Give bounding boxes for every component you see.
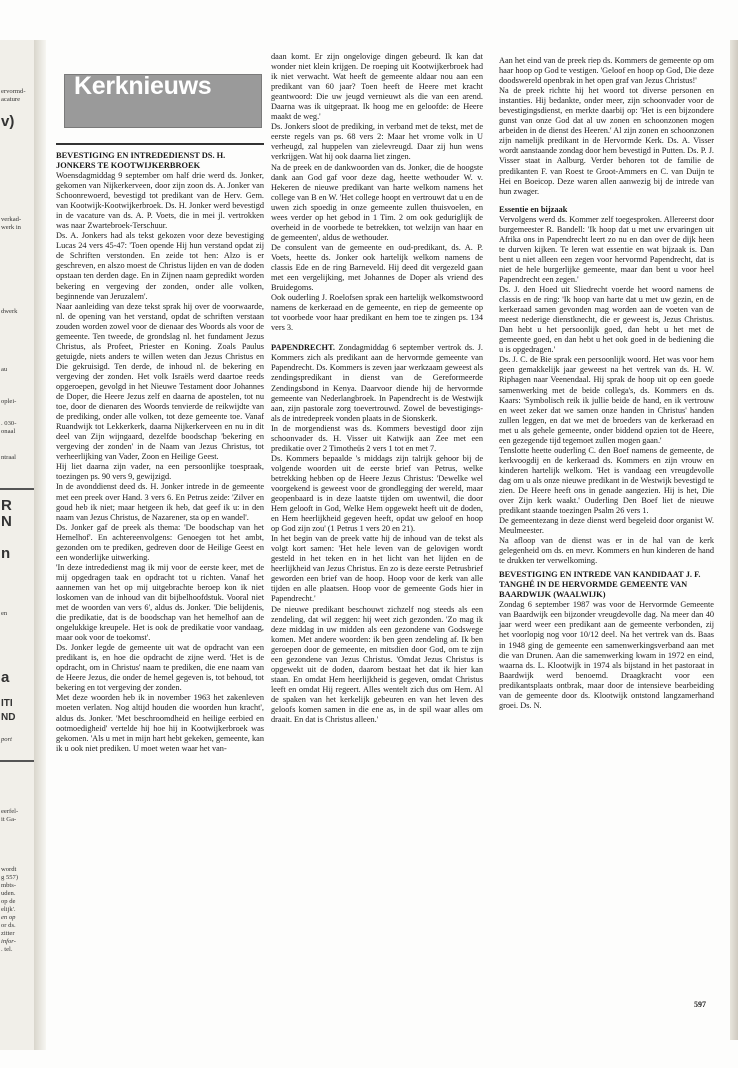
prev-fragment: en xyxy=(1,610,8,617)
prev-fragment: dwerk xyxy=(1,308,18,315)
prev-fragment: acature xyxy=(1,96,21,103)
prev-fragment: op de xyxy=(1,898,16,905)
prev-fragment: . tel. xyxy=(1,946,13,953)
paragraph-text: Zondagmiddag 6 september vertrok ds. J. Kommers zich als predikant aan de hervormde gemeente van Papendrecht. Ds. Kommers is zeven jaar werkzaam geweest als zendingspredikant in dienst van de Gereformeerde Zendingsbond in Kenya. Daarvoor diende hij de hervormde gemeente van Nederlangbroek. In Papendrecht is de Westwijk aan, zijn pastorale zorg toevertrouwd. Zowel de bevestigings- als de intredepreek vonden plaats in de Sionskerk. xyxy=(271,343,483,423)
prev-fragment: . 030- xyxy=(1,420,17,427)
body-paragraph: 'In deze intrededienst mag ik mij voor de eerste keer, met de mij opgedragen taak en opdracht tot u richten. Vanaf het aannemen van het op mij uitgebrachte beroep kon ik niet loskomen van de inhoud van dit bijbelhoofdstuk. Vooral niet met de woorden van vers 6', aldus ds. Jonker. 'Die belijdenis, die predikatie, dat is de boodschap van het hemelhof aan de ongelukkige kreupele. Het is ook de predikatie voor vandaag, maar ook voor de toekomst'. xyxy=(56,562,264,643)
body-paragraph: Aan het eind van de preek riep ds. Kommers de gemeente op om haar hoop op God te vestigen. 'Geloof en hoop op God, Die deze doodswereld openbrak in het open graf van Jezus Christus!' xyxy=(499,56,714,86)
prev-divider xyxy=(0,488,34,490)
prev-fragment: ervormd- xyxy=(1,88,26,95)
prev-fragment: verkad- xyxy=(1,216,22,223)
body-paragraph xyxy=(271,343,483,423)
prev-fragment: N xyxy=(1,513,12,530)
prev-fragment: g 557) xyxy=(1,874,19,881)
body-paragraph: daan komt. Er zijn ongelovige dingen gebeurd. Ik kan dat wonder niet klein krijgen. De roeping uit Kootwijkerbroek had ik niet verwacht. Wat heeft de gemeente aldaar nou aan een predikant van 60 jaar? Toen heeft de Heere met kracht geantwoord: Die uw jeugd vernieuwt als die van een arend. Daarna was ik uitgepraat. Ik hoog me en geloofde: de Heere maakt de weg.' xyxy=(271,52,483,122)
page-edge xyxy=(730,40,738,1040)
column-3 xyxy=(499,56,714,711)
prev-fragment: R xyxy=(1,497,12,514)
body-paragraph: Ds. J. den Hoed uit Sliedrecht voerde het woord namens de classis en de ring: 'Ik hoop van harte dat u met uw gezin, en de kerkeraad samen gevonden mag worden aan de voeten van de meest nederige dienstknecht, die er geweest is, Jezus Christus. Dan hebt u het persoonlijk goed, dan hebt u het met de gemeente goed, en dan hebt u het ook goed in de bediening die u is opgedragen.' xyxy=(499,285,714,355)
prev-fragment: ND xyxy=(1,712,16,723)
body-paragraph: Ds. Jonkers sloot de prediking, in verband met de tekst, met de eerste regels van ps. 68 vers 2: Maar het vrome volk in U verheugd, zal huppelen van zielevreugd. Daar zij hun wens verkrijgen. Wat hij ook daarna liet zingen. xyxy=(271,122,483,162)
body-paragraph: Na afloop van de dienst was er in de hal van de kerk gelegenheid om ds. en mevr. Kommers en hun kinderen de hand te drukken ter verwelkoming. xyxy=(499,536,714,566)
column-2 xyxy=(271,52,483,725)
body-paragraph: De consulent van de gemeente en oud-predikant, ds. A. P. Voets, heette ds. Jonker ook hartelijk welkom namens de classis Ede en de ring Barneveld. Hij deed dit vergezeld gaan met een vergelijking, met Johannes de Doper als vriend des Bruidegoms. xyxy=(271,242,483,293)
prev-fragment: zitter xyxy=(1,930,15,937)
prev-fragment: n xyxy=(1,545,11,562)
body-paragraph: In de avonddienst deed ds. H. Jonker intrede in de gemeente met een preek over Hand. 3 vers 6. En Petrus zeide: 'Zilver en goud heb ik niet; maar hetgeen ik heb, dat geef ik u: in den naam van Jezus Christus, de Nazarener, sta op en wandel'. xyxy=(56,482,264,522)
body-paragraph: De gemeentezang in deze dienst werd begeleid door organist W. Meulmeester. xyxy=(499,516,714,536)
body-paragraph: Hij liet daarna zijn vader, na een persoonlijke toespraak, toezingen ps. 90 vers 9, gewijzigd. xyxy=(56,462,264,482)
prev-fragment: elijk'. xyxy=(1,906,16,913)
prev-fragment: uden. xyxy=(1,890,16,897)
section-title: Kerknieuws xyxy=(74,72,212,100)
banner-rule xyxy=(56,143,264,145)
prev-fragment: ntraal xyxy=(1,454,17,461)
paragraph-gap xyxy=(271,333,483,343)
prev-fragment: v) xyxy=(1,113,15,130)
body-paragraph: Ds. A. Jonkers had als tekst gekozen voor deze bevestiging Lucas 24 vers 45-47: 'Toen opende Hij hun verstand opdat zij de Schriften verstonden. En zeide tot hen: Alzo is er geschreven, en alszo moest de Christus lijden en van de doden opstaan ten derden dage. En in Zijnen naam gepredikt worden bekering en vergeving der zonden, onder alle volken, beginnende van Jeruzalem'. xyxy=(56,231,264,301)
body-paragraph: Met deze woorden heb ik in november 1963 het zakenleven moeten verlaten. Nog altijd houden die woorden hun kracht', aldus ds. Jonker. 'Met beschroomdheid en heilige eerbied en ootmoedigheid' vertelde hij hoe hij in Kootwijkerbroek was gekomen. 'Als u met in mijn hart hebt gekeken, gemeente, kan ik u ook niet prediken. U moet weten waar het van- xyxy=(56,693,264,753)
body-paragraph: De nieuwe predikant beschouwt zichzelf nog steeds als een zendeling, dat wil zeggen: hij weet zich gezonden. 'Zo mag ik deze middag in uw midden als een gezondene van Godswege komen. Met andere woorden: ik ben geen zendeling af. Ik ben geroepen door de gemeente, en mitsdien door God, om te zijn een gezondene van Jezus Christus. 'Omdat Jezus Christus is opgewekt uit de doden, daarom bestaat het dat ik hier kan staan. En omdat Hem heerlijkheid is gegeven, omdat Christus leeft en omdat Hij regeert. Alles wentelt zich dus om Hem. Al de spaken van het kerkelijk gebeuren en van het leven des geloofs komen samen in die ene as, in de spil waar alles om draait. En dat is Christus alleen.' xyxy=(271,604,483,725)
article-headline: BEVESTIGING EN INTREDE VAN KANDIDAAT J. F. TANGHÉ IN DE HERVORMDE GEMEENTE VAN BAARDWIJK (WAALWIJK) xyxy=(499,570,701,600)
page-number: 597 xyxy=(694,1000,706,1009)
body-paragraph: Woensdagmiddag 9 september om half drie werd ds. Jonker, gekomen van Nijkerkerveen, door zijn zoon ds. A. Jonker van Schoonrewoerd, bevestigd tot predikant van de Herv. Gem. van Kootwijk-Kootwijkerbroek. Ds. H. Jonker werd bevestigd in de vacature van ds. A. P. Voets, die in mei jl. vertrokken was naar Zwartebroek-Terschuur. xyxy=(56,171,264,231)
body-paragraph: Ds. Jonker legde de gemeente uit wat de opdracht van een predikant is, en hoe die opdracht de zijne werd. 'Het is de opdracht, om in Christus' naam te prediken, die ene naam van de Heere Jezus, die onder de hemel gegeven is, tot behoud, tot bekering en tot vergeving der zonden. xyxy=(56,643,264,693)
prev-fragment: onaal xyxy=(1,428,16,435)
body-paragraph: Ds. Kommers bepaalde 's middags zijn talrijk gehoor bij de volgende woorden uit de eerste brief van Petrus, welke betrekking hebben op de Heere Jezus Christus: 'Dewelke wel voorgekend is geweest voor de grondlegging der wereld, maar geopenbaard is in deze laatste tijden om uwentwil, die door Hem gelooft in God, Welke Hem opgewekt heeft uit de doden, en Hem heerlijkheid gegeven heeft, opdat uw geloof en hoop op God zijn zou' (1 Petrus 1 vers 20 en 21). xyxy=(271,453,483,534)
article-headline: BEVESTIGING EN INTREDEDIENST DS. H. JONKERS TE KOOTWIJKERBROEK xyxy=(56,151,226,170)
prev-fragment: port xyxy=(1,736,12,743)
body-paragraph: In de morgendienst was ds. Kommers bevestigd door zijn schoonvader ds. H. Visser uit Katwijk aan Zee met een predikatie over 2 Timotheüs 2 vers 1 tot en met 7. xyxy=(271,423,483,453)
body-paragraph: Zondag 6 september 1987 was voor de Hervormde Gemeente van Baardwijk een bijzonder vreugdevolle dag. Na meer dan 40 jaar werd weer een predikant aan de gemeente verbonden, zij het voorlopig nog voor 10/12 deel. Na het vertrek van ds. Baas in 1948 ging de gemeente een samenwerkingsverband aan met die van Drunen. Aan die samenwerking kwam in 1972 en eind, waarna ds. L. Klootwijk in 1974 als bijstand in het pastoraat in Baardwijk werd benoemd. Draagkracht voor een predikantsplaats ontbrak, maar door de intensieve bearbeiding van de gemeente door ds. Klootwijk ontstond langzamerhand groei. Ds. N. xyxy=(499,600,714,710)
prev-fragment: it Ga- xyxy=(1,816,17,823)
prev-fragment: eerfel- xyxy=(1,808,19,815)
body-paragraph: Vervolgens werd ds. Kommer zelf toegesproken. Allereerst door burgemeester R. Bandell: 'Ik hoop dat u met uw ervaringen uit Afrika ons in Papendrecht leert zo nu en dan over de dijk heen te durven kijken. Te leren wat essentie en wat bijzaak is. Dan bent u niet alleen een zegen voor hervormd Papendrecht, dat is niet de hele burgerlijke gemeente, maar dan bent u voor heel Papendrecht een zegen.' xyxy=(499,214,714,284)
previous-page-strip xyxy=(0,40,35,1050)
body-paragraph: Tenslotte heette ouderling C. den Boef namens de gemeente, de kerkvoogdij en de kerkeraad ds. Kommers en zijn vrouw en kinderen hartelijk welkom. 'Het is vandaag een vreugdevolle dag om u als onze nieuwe predikant in de Westwijk bevestigd te zien. De Heere heeft ons in genade aangezien. Hij is het, Die over Zijn kerk waakt.' Ouderling Den Boef liet de nieuwe predikant staande toezingen Psalm 26 vers 1. xyxy=(499,445,714,516)
prev-fragment: or ds. xyxy=(1,922,16,929)
body-paragraph: In het begin van de preek vatte hij de inhoud van de tekst als volgt kort samen: 'Het hele leven van de gelovigen wordt gesteld in het teken en in het licht van het lijden en de heerlijkheid van Jezus Christus. En zo is deze eerste Petrusbrief geworden een brief van de hoop. Hoop voor de kerk van alle tijden en alle plaatsen. Hoop voor de gemeente Gods hier in Papendrecht.' xyxy=(271,534,483,604)
body-paragraph: Na de preek en de dankwoorden van ds. Jonker, die de hoogste dank aan God gaf voor deze dag, heette wethouder W. v. Hekeren de nieuwe predikant van harte welkom namens het college van B en W. 'Het college hoopt en vertrouwt dat u en de uwen zich spoedig in onze gemeente zullen thuisvoelen, en wees verder op het gebod in 1 Tim. 2 om ook geduriglijk de overheid in de voorbede te betrekken, tot welzijn van haar en de gemeenten', aldus de wethouder. xyxy=(271,162,483,242)
prev-fragment: a xyxy=(1,669,10,686)
prev-fragment: infor- xyxy=(1,938,16,945)
prev-fragment: au xyxy=(1,366,8,373)
prev-fragment: werk in xyxy=(1,224,21,231)
body-paragraph: Ds. J. C. de Bie sprak een persoonlijk woord. Het was voor hem geen gemakkelijk jaar geweest na het vertrek van ds. H. W. Riphagen naar Veenendaal. Hij sprak de hoop uit op een goede samenwerking met de beide collega's, ds. Kommers en ds. Kaars: 'Symbolisch reik ik jullie beide de hand, en ik vertrouw en weet zeker dat we samen onze handen in Christus' handen zullen leggen, en dat we met de broeders van de kerkeraad en met u als gehele gemeente, onder biddend opzien tot de Heere, een gezegende tijd tegemoet zullen mogen gaan.' xyxy=(499,355,714,445)
magazine-page xyxy=(46,40,732,1035)
binding-gutter xyxy=(34,40,46,1050)
article-subheading: Essentie en bijzaak xyxy=(499,204,568,214)
body-paragraph: Ook ouderling J. Roelofsen sprak een hartelijk welkomstwoord namens de kerkeraad en de gemeente, en riep de gemeente op tot voorbede voor haar predikant en hem toe te zingen ps. 134 vers 3. xyxy=(271,293,483,333)
prev-fragment: ITI xyxy=(1,698,13,709)
section-banner xyxy=(56,70,264,145)
prev-divider xyxy=(0,760,34,762)
dateline: PAPENDRECHT. xyxy=(271,343,335,353)
column-1 xyxy=(56,52,264,754)
body-paragraph: Ds. Jonker gaf de preek als thema: 'De boodschap van het Hemelhof'. En achtereenvolgens: Genoegen tot het ambt, gezonden om te prediken, gedreven door de Heilige Geest en een wonderlijke uitwerking. xyxy=(56,522,264,562)
prev-fragment: oplei- xyxy=(1,398,17,405)
prev-fragment: wordt xyxy=(1,866,17,873)
prev-fragment: mbts- xyxy=(1,882,17,889)
body-paragraph: Naar aanleiding van deze tekst sprak hij over de voorwaarde, nl. de opening van het verstand, opdat de schriften verstaan zouden worden zowel voor de dienaar des Woords als voor de gemeente. Ten tweede, de grondslag nl. het fundament Jezus Christus, als Profeet, Priester en Koning. Zoals Paulus getuigde, niets anders te willen weten dan Jezus Christus en Die gekruisigd. Ten derde, de inhoud nl. de bekering en vergeving der zonden. Het volk Israëls werd daartoe reeds opgeroepen, gevolgd in het Nieuwe Testament door Johannes de Doper, die Heere Jezus zelf en daarna de apostelen, tot nu toe, door de dienaren des Woords tenvierde de reikwijdte van de prediking, onder alle volken, tot deze gemeente toe. Vanaf Ruandwijk tot Lekkerkerk, daarna Nijkerkerveen en nu in dit deel van Zijn wijngaard, dezelfde boodschap 'bekering en vergeving der zonden' in de Naam van Jezus Christus, tot verheerlijking van Vader, Zoon en Heilige Geest. xyxy=(56,301,264,462)
prev-fragment: en op xyxy=(1,914,16,921)
body-paragraph: Na de preek richtte hij het woord tot diverse personen en instanties. Hij bedankte, onder meer, zijn schoonvader voor de bevestigingsdienst, en merkte daarbij op: 'Het is een bijzondere gunst van onze God dat al uw zonen en schoonzonen mogen arbeiden in de dienst des Heeren.' Al zijn zonen en schoonzonen zijn namelijk predikant in de Hervormde Kerk. Ds. A. Visser wordt aanstaande zondag door hem bevestigd in Putten. Ds. P. J. Visser staat in Aalburg. Verder behoren tot de familie de predikanten F. van Roest te Groot-Ammers en C. van Duijn te Hei en Boeicop. Deze waren allen aanwezig bij de intrede van hun zwager. xyxy=(499,86,714,196)
